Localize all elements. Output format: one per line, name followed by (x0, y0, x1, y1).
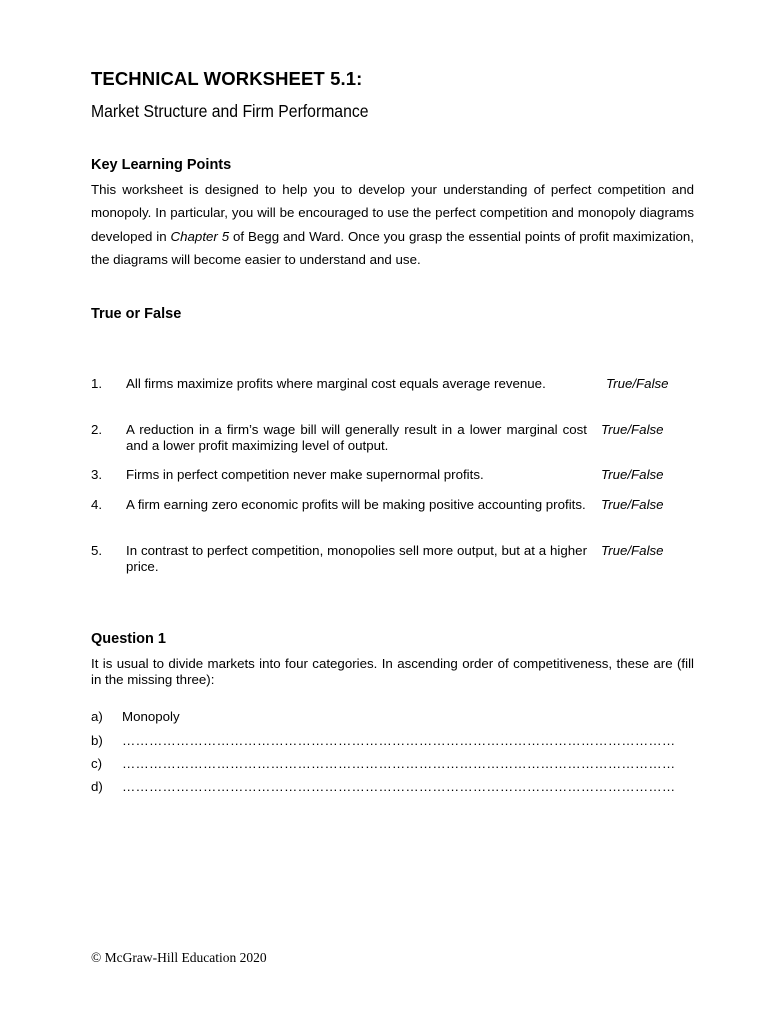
option-letter: c) (91, 756, 103, 771)
item-number: 2. (91, 422, 103, 437)
item-number: 3. (91, 467, 103, 482)
true-false-answer[interactable]: True/False (601, 497, 664, 512)
item-statement: Firms in perfect competition never make supernormal profits. (126, 467, 484, 482)
option-letter: b) (91, 733, 103, 748)
copyright-footer: © McGraw-Hill Education 2020 (91, 950, 267, 965)
item-statement: All firms maximize profits where marginal cost equals average revenue. (126, 376, 546, 391)
true-false-heading: True or False (91, 306, 182, 322)
item-number: 5. (91, 543, 103, 558)
question-1-prompt: It is usual to divide markets into four categories. In ascending order of competitiveness, these are (fill in the missing three): (91, 656, 694, 687)
key-learning-heading: Key Learning Points (91, 157, 232, 173)
item-number: 4. (91, 497, 103, 512)
true-false-answer[interactable]: True/False (601, 422, 664, 437)
option-letter: a) (91, 709, 103, 724)
question-1-heading: Question 1 (91, 631, 166, 647)
option-value: Monopoly (122, 709, 180, 724)
intro-text-end: of Begg and Ward. Once you grasp the essential points of profit maximization, the diagrams will become easier to understand and use. (91, 228, 695, 267)
page-title: TECHNICAL WORKSHEET 5.1: (91, 68, 363, 89)
item-number: 1. (91, 376, 103, 391)
item-statement: In contrast to perfect competition, monopolies sell more output, but at a higher price. (126, 543, 587, 574)
true-false-answer[interactable]: True/False (606, 376, 669, 391)
page-subtitle: Market Structure and Firm Performance (91, 101, 369, 121)
true-false-answer[interactable]: True/False (601, 543, 664, 558)
intro-chapter-ref: Chapter 5 (170, 228, 230, 244)
answer-blank[interactable]: …………………………………………………………………………………………………………… (122, 733, 676, 748)
option-letter: d) (91, 779, 103, 794)
answer-blank[interactable]: …………………………………………………………………………………………………………… (122, 756, 676, 771)
key-learning-paragraph (91, 178, 694, 271)
answer-blank[interactable]: …………………………………………………………………………………………………………… (122, 779, 676, 794)
intro-text-start: This worksheet is designed to help you to develop your understanding of perfect competition and monopoly. In particular, you will be encouraged to use the perfect competition and monopoly diagrams developed in (91, 182, 694, 244)
true-false-answer[interactable]: True/False (601, 467, 664, 482)
item-statement: A firm earning zero economic profits will be making positive accounting profits. (126, 497, 586, 512)
item-statement: A reduction in a firm’s wage bill will generally result in a lower marginal cost and a lower profit maximizing level of output. (126, 422, 587, 453)
